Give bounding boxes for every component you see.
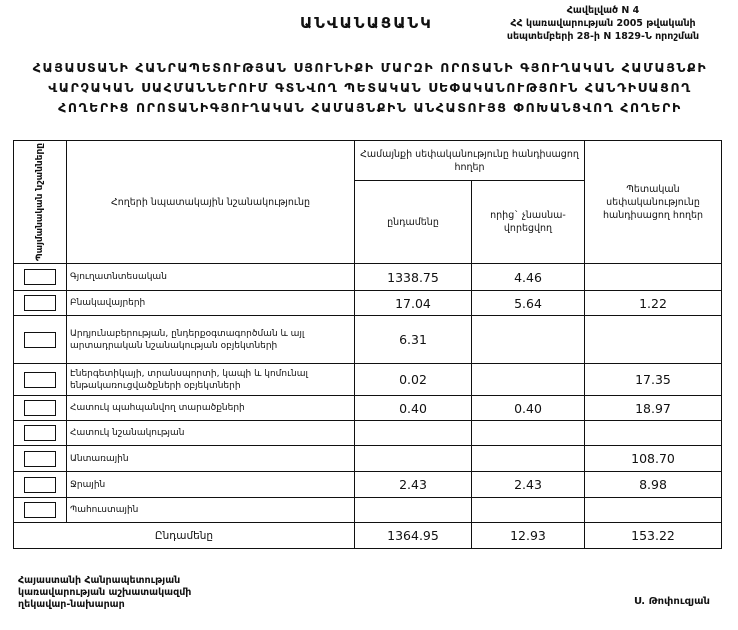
row-state-value: 18.97 bbox=[585, 396, 722, 421]
row-total-value bbox=[355, 446, 472, 472]
row-total-value: 0.02 bbox=[355, 364, 472, 396]
appendix-line-2: ՀՀ կառավարության 2005 թվականի bbox=[510, 18, 696, 29]
row-including-value bbox=[472, 421, 585, 446]
row-total-value bbox=[355, 498, 472, 523]
row-including-value: 5.64 bbox=[472, 291, 585, 316]
table-total-row bbox=[14, 523, 722, 549]
signature-line-2: կառավարության աշխատակազմի bbox=[18, 587, 192, 598]
header-community-property: Համայնքի սեփականությունը հանդիսացող հողեր bbox=[355, 141, 585, 181]
row-including-value: 2.43 bbox=[472, 472, 585, 498]
header-state-property: Պետական սեփականությունը հանդիսացող հողեր bbox=[585, 141, 722, 264]
total-including-value: 12.93 bbox=[472, 523, 585, 549]
row-land-purpose: Անտառային bbox=[67, 446, 355, 472]
row-including-value bbox=[472, 446, 585, 472]
total-community-value: 1364.95 bbox=[355, 523, 472, 549]
row-state-value bbox=[585, 264, 722, 291]
row-land-purpose: Հատուկ պահպանվող տարածքների bbox=[67, 396, 355, 421]
table-row bbox=[14, 472, 722, 498]
table-row bbox=[14, 316, 722, 364]
signature-name: Ս. Թոփուզյան bbox=[634, 596, 710, 607]
heading-line-1: ՀԱՅԱՍՏԱՆԻ ՀԱՆՐԱՊԵՏՈՒԹՅԱՆ ՍՅՈՒՆԻՔԻ ՄԱՐԶԻ ՈՐՈՏԱՆԻ ԳՅՈՒՂԱԿԱՆ ՀԱՄԱՅՆՔԻ bbox=[32, 60, 708, 75]
row-total-value: 17.04 bbox=[355, 291, 472, 316]
row-state-value: 108.70 bbox=[585, 446, 722, 472]
row-total-value: 6.31 bbox=[355, 316, 472, 364]
row-symbol-cell bbox=[14, 396, 67, 421]
row-symbol-cell bbox=[14, 316, 67, 364]
heading-line-2: ՎԱՐՉԱԿԱՆ ՍԱՀՄԱՆՆԵՐՈՒՄ ԳՏՆՎՈՂ ՊԵՏԱԿԱՆ ՍԵՓԱԿԱՆՈՒԹՅՈՒՆ ՀԱՆԴԻՍԱՑՈՂ bbox=[48, 80, 692, 95]
row-symbol-cell bbox=[14, 291, 67, 316]
total-label: Ընդամենը bbox=[14, 523, 355, 549]
row-total-value: 1338.75 bbox=[355, 264, 472, 291]
row-total-value: 0.40 bbox=[355, 396, 472, 421]
legend-symbol-box bbox=[24, 502, 56, 518]
row-symbol-cell bbox=[14, 264, 67, 291]
header-total: ընդամենը bbox=[355, 181, 472, 264]
table-row bbox=[14, 446, 722, 472]
header-including: որից` չնասնա-վորեցվող bbox=[472, 181, 585, 264]
table-row bbox=[14, 364, 722, 396]
appendix-line-3: սեպտեմբերի 28-ի N 1829-Ն որոշման bbox=[506, 31, 700, 42]
row-including-value: 0.40 bbox=[472, 396, 585, 421]
legend-symbol-box bbox=[24, 400, 56, 416]
row-symbol-cell bbox=[14, 472, 67, 498]
row-including-value: 4.46 bbox=[472, 264, 585, 291]
row-land-purpose: Հատուկ նշանակության bbox=[67, 421, 355, 446]
header-code: Պայմանական նշանները bbox=[14, 141, 67, 264]
document-heading bbox=[18, 58, 722, 118]
table-row bbox=[14, 421, 722, 446]
row-symbol-cell bbox=[14, 446, 67, 472]
table-row bbox=[14, 264, 722, 291]
legend-symbol-box bbox=[24, 477, 56, 493]
legend-symbol-box bbox=[24, 295, 56, 311]
heading-line-3: ՀՈՂԵՐԻՑ ՈՐՈՏԱՆԻԳՅՈՒՂԱԿԱՆ ՀԱՄԱՅՆՔԻՆ ԱՆՀԱՏՈՒՅՑ ՓՈԽԱՆՑՎՈՂ ՀՈՂԵՐԻ bbox=[58, 100, 682, 115]
row-land-purpose: Ջրային bbox=[67, 472, 355, 498]
row-land-purpose: Պահուստային bbox=[67, 498, 355, 523]
table-row bbox=[14, 498, 722, 523]
row-total-value bbox=[355, 421, 472, 446]
table-row bbox=[14, 396, 722, 421]
row-state-value: 1.22 bbox=[585, 291, 722, 316]
row-land-purpose: Էներգետիկայի, տրանսպորտի, կապի և կոմունալ ենթակառուցվածքների օբյեկտների bbox=[67, 364, 355, 396]
row-state-value: 17.35 bbox=[585, 364, 722, 396]
row-land-purpose: Արդյունաբերության, ընդերքօգտագործման և այլ արտադրական նշանակության օբյեկտների bbox=[67, 316, 355, 364]
legend-symbol-box bbox=[24, 425, 56, 441]
signature-position bbox=[18, 575, 191, 611]
row-symbol-cell bbox=[14, 498, 67, 523]
legend-symbol-box bbox=[24, 372, 56, 388]
appendix-reference bbox=[478, 4, 728, 43]
row-land-purpose: Բնակավայրերի bbox=[67, 291, 355, 316]
total-state-value: 153.22 bbox=[585, 523, 722, 549]
signature-line-3: ղեկավար-նախարար bbox=[18, 599, 125, 610]
row-state-value bbox=[585, 421, 722, 446]
legend-symbol-box bbox=[24, 269, 56, 285]
appendix-line-1: Հավելված N 4 bbox=[566, 5, 640, 16]
table-row bbox=[14, 291, 722, 316]
legend-symbol-box bbox=[24, 451, 56, 467]
row-including-value bbox=[472, 364, 585, 396]
row-including-value bbox=[472, 316, 585, 364]
land-table bbox=[13, 140, 722, 549]
document-title: ԱՆՎԱՆԱՑԱՆԿ bbox=[300, 14, 433, 32]
row-symbol-cell bbox=[14, 364, 67, 396]
row-land-purpose: Գյուղատնտեսական bbox=[67, 264, 355, 291]
row-state-value bbox=[585, 498, 722, 523]
row-including-value bbox=[472, 498, 585, 523]
legend-symbol-box bbox=[24, 332, 56, 348]
signature-line-1: Հայաստանի Հանրապետության bbox=[18, 575, 181, 586]
header-land-purpose: Հողերի նպատակային նշանակությունը bbox=[67, 141, 355, 264]
row-symbol-cell bbox=[14, 421, 67, 446]
row-state-value: 8.98 bbox=[585, 472, 722, 498]
row-state-value bbox=[585, 316, 722, 364]
row-total-value: 2.43 bbox=[355, 472, 472, 498]
